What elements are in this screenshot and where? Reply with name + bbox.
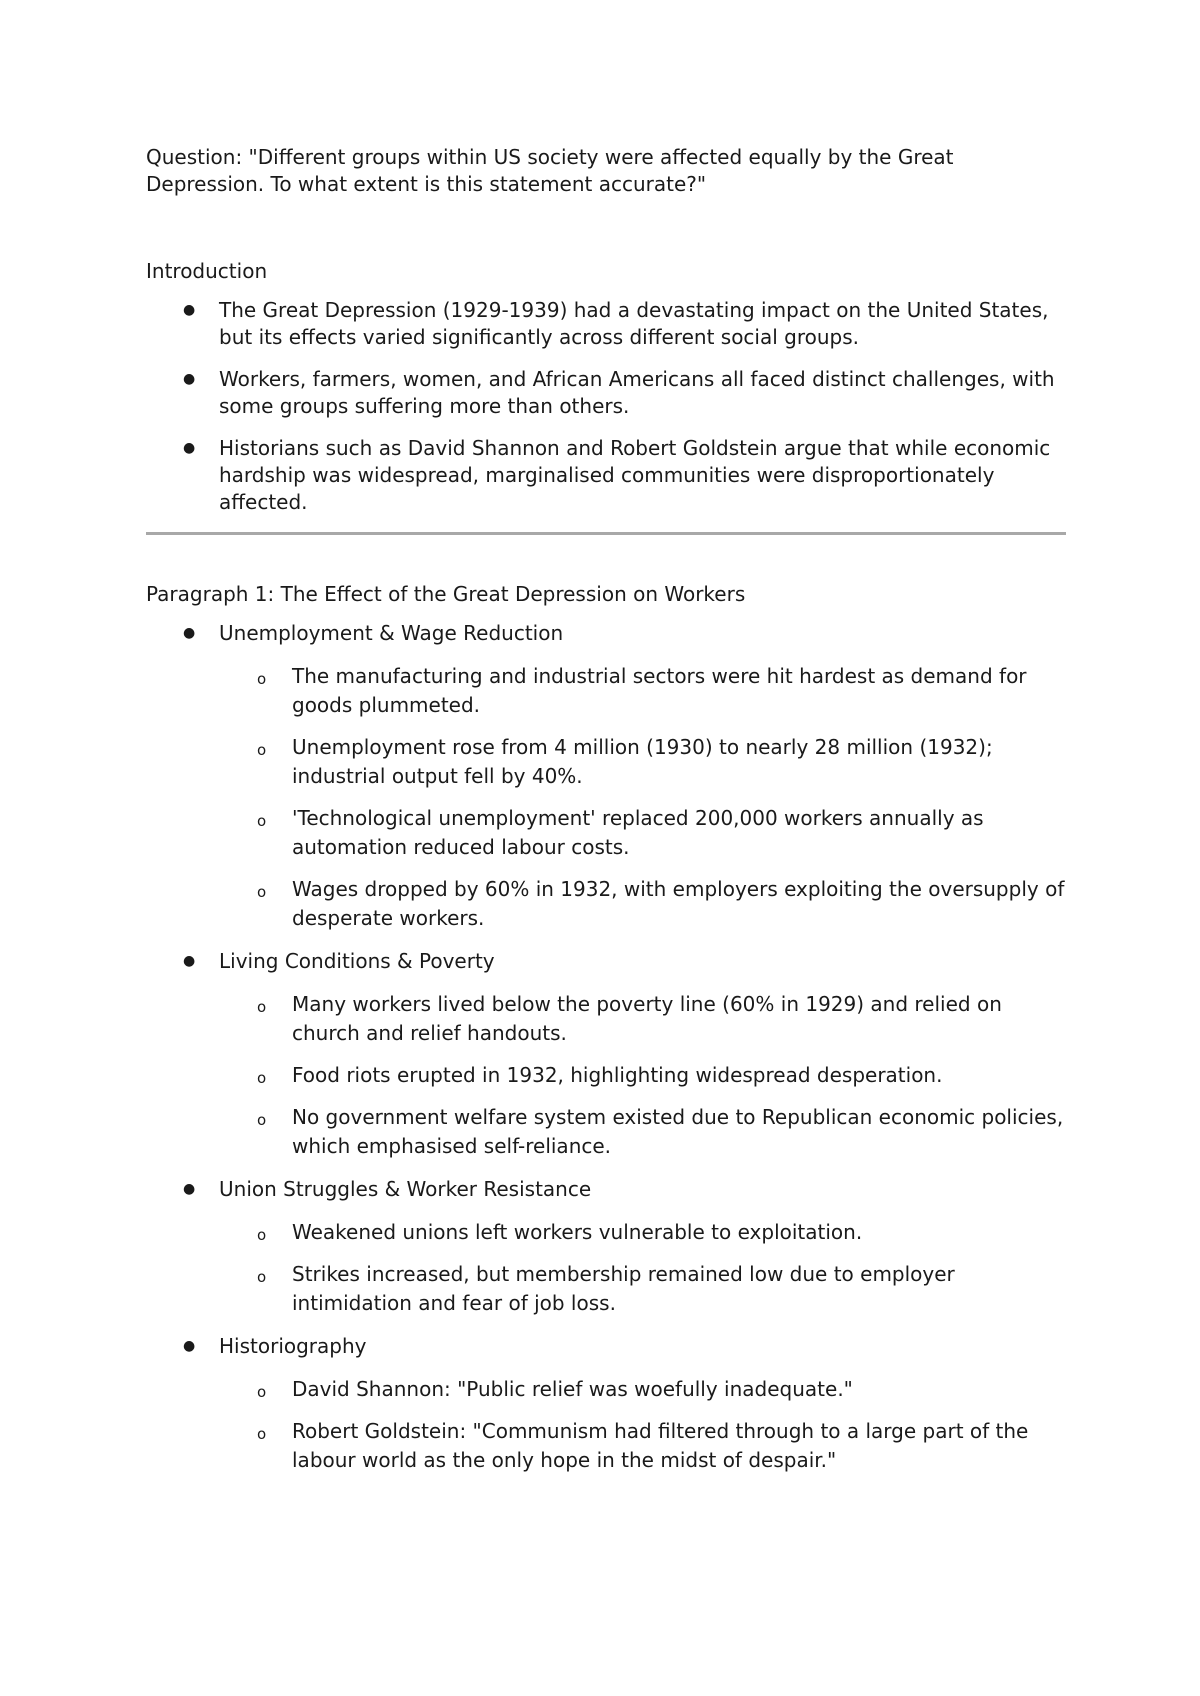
sub-list-item	[219, 875, 1066, 933]
circle-bullet-icon: o	[257, 670, 267, 688]
sub-list	[219, 1375, 1066, 1475]
sub-list-item-text: Wages dropped by 60% in 1932, with employers exploiting the oversupply of desperate workers.	[292, 877, 1065, 930]
circle-bullet-icon: o	[257, 812, 267, 830]
circle-bullet-icon: o	[257, 1069, 267, 1087]
sub-list-item	[219, 1417, 1066, 1475]
introduction-list	[146, 297, 1066, 516]
circle-bullet-icon: o	[257, 883, 267, 901]
sub-list-item-text: Food riots erupted in 1932, highlighting widespread desperation.	[292, 1063, 943, 1087]
bullet-icon: ●	[183, 302, 196, 318]
section-title: Unemployment & Wage Reduction	[219, 621, 564, 645]
paragraph1-list	[146, 620, 1066, 1475]
sub-list-item	[219, 662, 1066, 720]
sub-list-item-text: Robert Goldstein: "Communism had filtered through to a large part of the labour world as the only hope in the midst of despair."	[292, 1419, 1029, 1472]
sub-list-item-text: Many workers lived below the poverty line (60% in 1929) and relied on church and relief handouts.	[292, 992, 1002, 1045]
circle-bullet-icon: o	[257, 1268, 267, 1286]
sub-list-item-text: 'Technological unemployment' replaced 200,000 workers annually as automation reduced labour costs.	[292, 806, 984, 859]
section-item	[146, 1333, 1066, 1475]
list-item-text: Workers, farmers, women, and African Americans all faced distinct challenges, with some groups suffering more than others.	[219, 367, 1055, 418]
section-title: Union Struggles & Worker Resistance	[219, 1177, 592, 1201]
bullet-icon: ●	[183, 440, 196, 456]
sub-list-item-text: No government welfare system existed due to Republican economic policies, which emphasised self-reliance.	[292, 1105, 1064, 1158]
bullet-icon: ●	[183, 625, 196, 641]
sub-list-item	[219, 1061, 1066, 1090]
section-item	[146, 620, 1066, 933]
sub-list-item	[219, 1375, 1066, 1404]
bullet-icon: ●	[183, 371, 196, 387]
circle-bullet-icon: o	[257, 1383, 267, 1401]
list-item-text: The Great Depression (1929-1939) had a devastating impact on the United States, but its effects varied significantly across different social groups.	[219, 298, 1049, 349]
horizontal-divider	[146, 532, 1066, 535]
sub-list	[219, 990, 1066, 1161]
sub-list-item	[219, 1103, 1066, 1161]
bullet-icon: ●	[183, 953, 196, 969]
sub-list-item	[219, 804, 1066, 862]
circle-bullet-icon: o	[257, 1226, 267, 1244]
list-item	[146, 366, 1066, 420]
list-item	[146, 435, 1066, 516]
introduction-heading: Introduction	[146, 259, 268, 283]
sub-list-item	[219, 990, 1066, 1048]
sub-list-item-text: Unemployment rose from 4 million (1930) to nearly 28 million (1932); industrial output fell by 40%.	[292, 735, 993, 788]
bullet-icon: ●	[183, 1181, 196, 1197]
section-item	[146, 1176, 1066, 1318]
sub-list-item-text: Strikes increased, but membership remained low due to employer intimidation and fear of job loss.	[292, 1262, 955, 1315]
circle-bullet-icon: o	[257, 998, 267, 1016]
sub-list-item	[219, 1218, 1066, 1247]
circle-bullet-icon: o	[257, 1111, 267, 1129]
list-item-text: Historians such as David Shannon and Robert Goldstein argue that while economic hardship was widespread, marginalised communities were disproportionately affected.	[219, 436, 1051, 514]
section-item	[146, 948, 1066, 1161]
essay-question: Question: "Different groups within US society were affected equally by the Great Depression. To what extent is this statement accurate?"	[146, 145, 954, 196]
sub-list-item	[219, 1260, 1066, 1318]
document-page	[146, 144, 1066, 1490]
sub-list	[219, 1218, 1066, 1318]
circle-bullet-icon: o	[257, 741, 267, 759]
list-item	[146, 297, 1066, 351]
section-title: Historiography	[219, 1334, 367, 1358]
sub-list-item-text: Weakened unions left workers vulnerable to exploitation.	[292, 1220, 863, 1244]
sub-list-item-text: The manufacturing and industrial sectors were hit hardest as demand for goods plummeted.	[292, 664, 1027, 717]
bullet-icon: ●	[183, 1338, 196, 1354]
circle-bullet-icon: o	[257, 1425, 267, 1443]
sub-list	[219, 662, 1066, 933]
section-title: Living Conditions & Poverty	[219, 949, 495, 973]
sub-list-item	[219, 733, 1066, 791]
paragraph1-heading: Paragraph 1: The Effect of the Great Depression on Workers	[146, 582, 746, 606]
sub-list-item-text: David Shannon: "Public relief was woefully inadequate."	[292, 1377, 853, 1401]
